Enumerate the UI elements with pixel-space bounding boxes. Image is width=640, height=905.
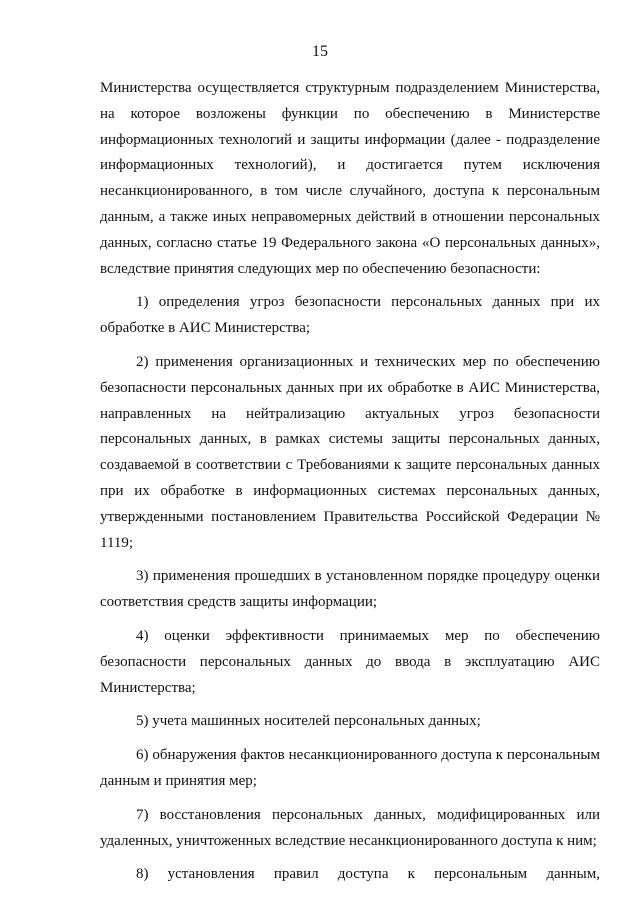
list-item-2: 2) применения организационных и технических мер по обеспечению безопасности персональных данных при их обработке в АИС Министерства, направленных на нейтрализацию актуальных угроз безопасности персональных данных, в рамках системы защиты персональных данных, создаваемой в соответствии с Требованиями к защите персональных данных при их обработке в информационных системах персональных данных, утвержденными постановлением Правительства Российской Федерации № 1119; xyxy=(100,353,600,551)
list-item-6: 6) обнаружения фактов несанкционированного доступа к персональным данным и принятия мер; xyxy=(100,747,600,789)
list-item-8: 8) установления правил доступа к персональным данным, xyxy=(136,866,600,883)
list-item-4: 4) оценки эффективности принимаемых мер по обеспечению безопасности персональных данных до ввода в эксплуатацию АИС Министерства; xyxy=(100,627,600,696)
list-item-7: 7) восстановления персональных данных, модифицированных или удаленных, уничтоженных вследствие несанкционированного доступа к ним; xyxy=(100,806,600,849)
paragraph-intro: Министерства осуществляется структурным подразделением Министерства, на которое возложены функции по обеспечению в Министерстве информационных технологий и защиты информации (далее - подразделение информационных технологий), и достигается путем исключения несанкционированного, в том числе случайного, доступа к персональным данным, а также иных неправомерных действий в отношении персональных данных, согласно статье 19 Федерального закона «О персональных данных», вследствие принятия следующих мер по обеспечению безопасности: xyxy=(100,80,600,277)
page-number: 15 xyxy=(312,43,328,60)
list-item-3: 3) применения прошедших в установленном порядке процедуру оценки соответствия средств защиты информации; xyxy=(100,568,600,611)
document-body xyxy=(100,76,600,888)
list-item-5: 5) учета машинных носителей персональных данных; xyxy=(136,713,481,730)
list-item-1: 1) определения угроз безопасности персональных данных при их обработке в АИС Министерства; xyxy=(100,294,600,337)
